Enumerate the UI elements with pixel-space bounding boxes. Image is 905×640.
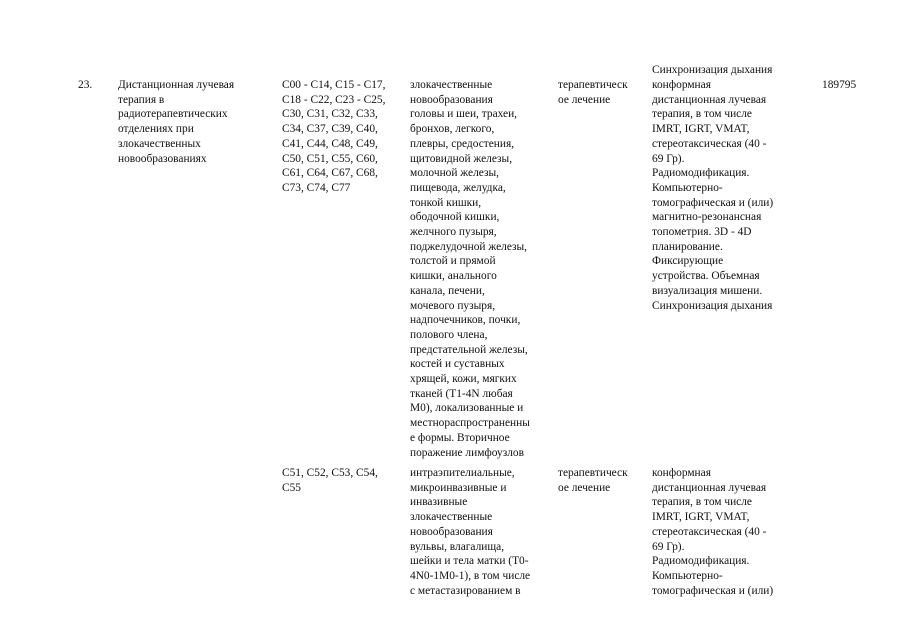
treatment-type-cell: терапевтическ ое лечение xyxy=(558,467,628,494)
patient-model-cell: злокачественные новообразования головы и шеи, трахеи, бронхов, легкого, плевры, средостения, щитовидной железы, молочной железы, пищевода, желудка, тонкой кишки, ободочной кишки, желчного пузыря, поджелудочной железы, толстой и прямой кишки, анального канала, печени, мочевого пузыря, надпочечников, почки, полового члена, предстательной железы, костей и суставных хрящей, кожи, мягких тканей (T1-4N любая M0), локализованные и местнораспространенны е формы. Вторичное поражение лимфоузлов xyxy=(410,79,530,459)
preface-method-line: Синхронизация дыхания xyxy=(652,64,773,76)
treatment-method-cell: конформная дистанционная лучевая терапия, в том числе IMRT, IGRT, VMAT, стереотаксическая (40 - 69 Гр). Радиомодификация. Компьютерно- томографическая и (или) магнитно-резонансная топометрия. 3D - 4D планирование. Фиксирующие устройства. Объемная визуализация мишени. Синхронизация дыхания xyxy=(652,79,774,312)
price-cell: 189795 xyxy=(822,79,857,91)
treatment-type-cell: терапевтическ ое лечение xyxy=(558,79,628,106)
icd-codes-cell: C51, C52, C53, C54, C55 xyxy=(282,467,378,494)
treatment-method-cell: конформная дистанционная лучевая терапия, в том числе IMRT, IGRT, VMAT, стереотаксическая (40 - 69 Гр). Радиомодификация. Компьютерно- томографическая и (или) xyxy=(652,467,774,597)
icd-codes-cell: C00 - C14, C15 - C17, C18 - C22, C23 - C25, C30, C31, C32, C33, C34, C37, C39, C40, C41, C44, C48, C49, C50, C51, C55, C60, C61, C64, C67, C68, C73, C74, C77 xyxy=(282,79,386,194)
row-number: 23. xyxy=(78,79,93,91)
care-type-name: Дистанционная лучевая терапия в радиотерапевтических отделениях при злокачественных новообразованиях xyxy=(118,79,235,165)
patient-model-cell: интраэпителиальные, микроинвазивные и инвазивные злокачественные новообразования вульвы, влагалища, шейки и тела матки (T0- 4N0-1M0-1), в том числе с метастазированием в xyxy=(410,467,531,597)
